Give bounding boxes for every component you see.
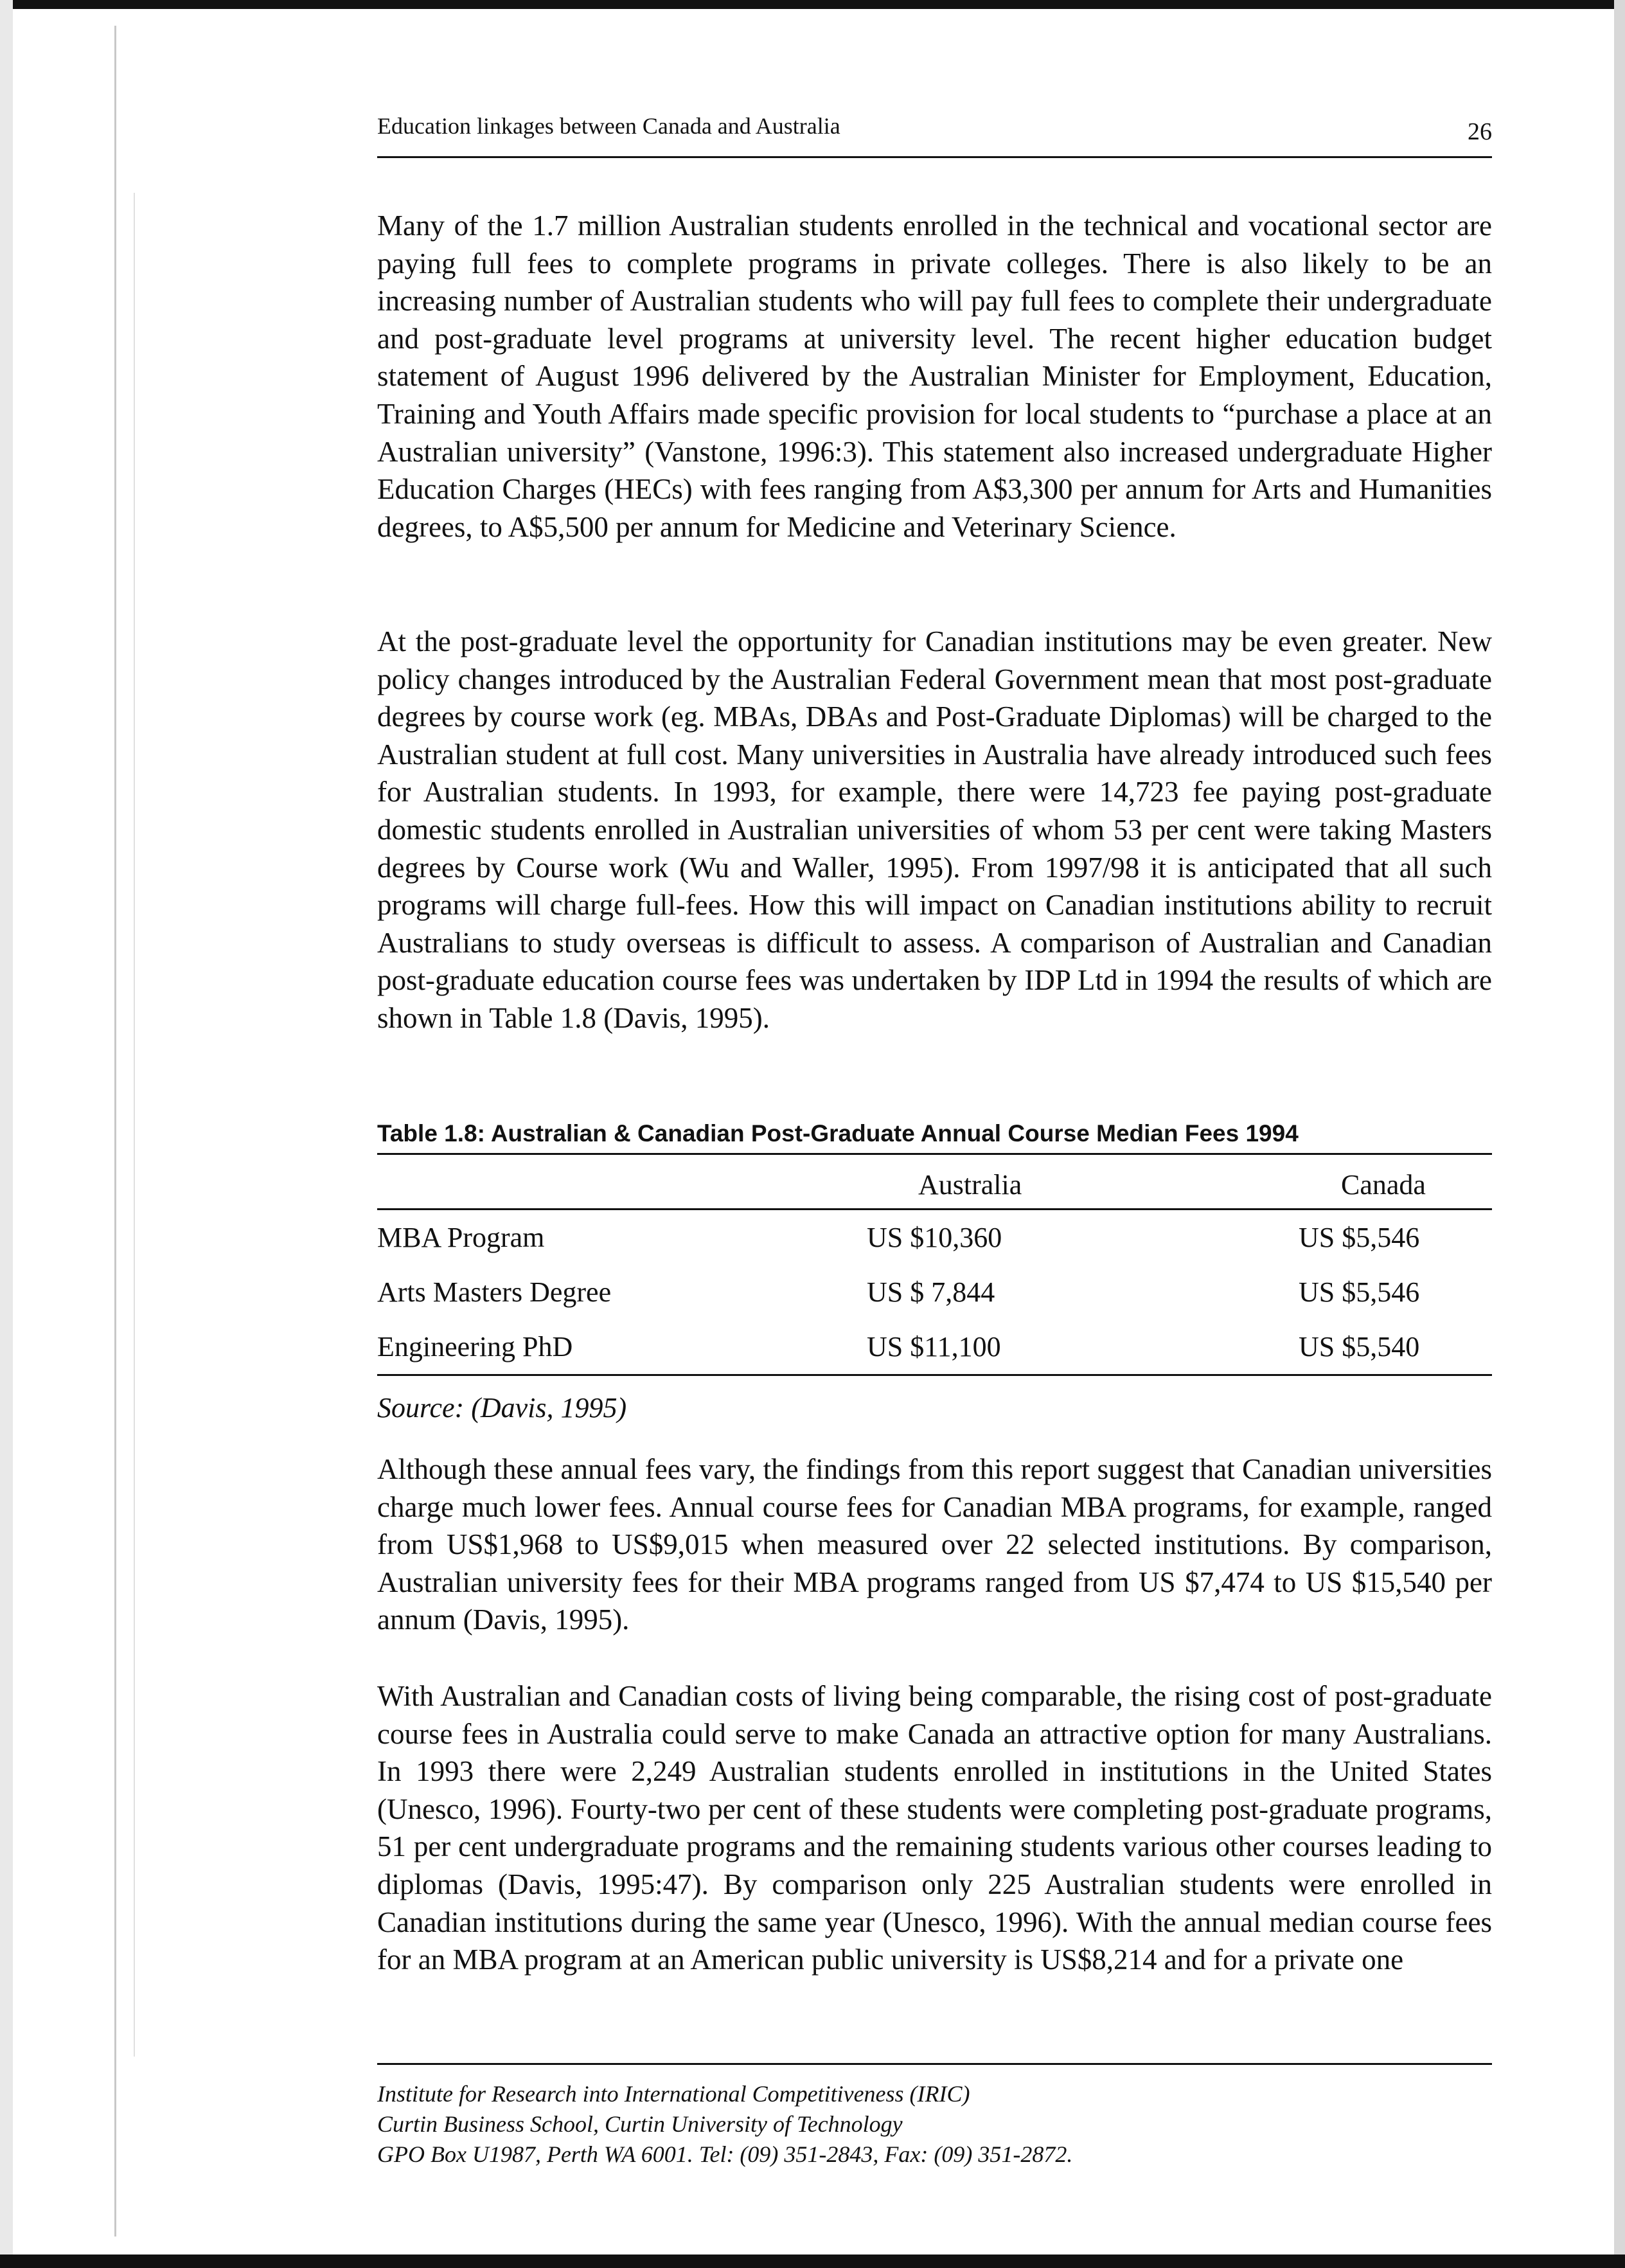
- table-cell-program: Arts Masters Degree: [377, 1276, 612, 1308]
- fees-table: [377, 1161, 1492, 1376]
- table-cell-program: Engineering PhD: [377, 1319, 859, 1375]
- paragraph-4: With Australian and Canadian costs of living being comparable, the rising cost of post-graduate course fees in Australia could serve to make Canada an attractive option for many Australians. In 1993 there were 2,249 Australian students enrolled in institutions in the United States (Unesco, 1996). Fourty-two per cent of these students were completing post-graduate programs, 51 per cent undergraduate programs and the remaining students various other courses leading to diplomas (Davis, 1995:47). By comparison only 225 Australian students were enrolled in Canadian institutions during the same year (Unesco, 1996). With the annual median course fees for an MBA program at an American public university is US$8,214 and for a private one: [377, 1680, 1492, 1976]
- page-number: 26: [1468, 118, 1492, 145]
- table-header-australia: Australia: [859, 1161, 1291, 1210]
- table-row: [377, 1319, 1492, 1375]
- scan-border-bottom: [0, 2255, 1625, 2268]
- table-header-canada: Canada: [1291, 1161, 1492, 1210]
- scan-artifact-line: [134, 193, 135, 2057]
- table-title: Table 1.8: Australian & Canadian Post-Graduate Annual Course Median Fees 1994: [377, 1114, 1492, 1155]
- page-footer: [377, 2063, 1492, 2170]
- table-row: [377, 1265, 1492, 1319]
- table-header-cell: [377, 1161, 859, 1210]
- header-title: Education linkages between Canada and Australia: [377, 113, 840, 139]
- scan-border-top: [0, 0, 1625, 9]
- table-row: [377, 1210, 1492, 1265]
- table-cell-australia: US $11,100: [859, 1319, 1291, 1375]
- paragraph-1: Many of the 1.7 million Australian students enrolled in the technical and vocational sector are paying full fees to complete programs in private colleges. There is also likely to be an increasing number of Australian students who will pay full fees to complete their undergraduate and post-graduate level programs at university level. The recent higher education budget statement of August 1996 delivered by the Australian Minister for Employment, Education, Training and Youth Affairs made specific provision for local students to “purchase a place at an Australian university” (Vanstone, 1996:3). This statement also increased undergraduate Higher Education Charges (HECs) with fees ranging from A$3,300 per annum for Arts and Humanities degrees, to A$5,500 per annum for Medicine and Veterinary Science.: [377, 210, 1492, 543]
- scan-border-right: [1614, 0, 1625, 2268]
- table-cell-program: MBA Program: [377, 1222, 545, 1253]
- paragraph-3: Although these annual fees vary, the findings from this report suggest that Canadian universities charge much lower fees. Annual course fees for Canadian MBA programs, for example, ranged from US$1,968 to US$9,015 when measured over 22 selected institutions. By comparison, Australian university fees for their MBA programs ranged from US $7,474 to US $15,540 per annum (Davis, 1995).: [377, 1453, 1492, 1636]
- table-header-row: [377, 1161, 1492, 1210]
- table-cell-australia: US $10,360: [867, 1222, 1002, 1253]
- footer-school: Curtin Business School, Curtin University of Technology: [377, 2111, 903, 2137]
- table-cell-australia: US $ 7,844: [867, 1276, 995, 1308]
- footer-institute: Institute for Research into International Competitiveness (IRIC): [377, 2081, 970, 2107]
- paragraph-2: At the post-graduate level the opportunity for Canadian institutions may be even greater. New policy changes introduced by the Australian Federal Government mean that most post-graduate degrees by course work (eg. MBAs, DBAs and Post-Graduate Diplomas) will be charged to the Australian student at full cost. Many universities in Australia have already introduced such fees for Australian students. In 1993, for example, there were 14,723 fee paying post-graduate domestic students enrolled in Australian universities of whom 53 per cent were taking Masters degrees by Course work (Wu and Waller, 1995). From 1997/98 it is anticipated that all such programs will charge full-fees. How this will impact on Canadian institutions ability to recruit Australians to study overseas is difficult to assess. A comparison of Australian and Canadian post-graduate education course fees was undertaken by IDP Ltd in 1994 the results of which are shown in Table 1.8 (Davis, 1995).: [377, 625, 1492, 1034]
- table-cell-canada: US $5,540: [1291, 1319, 1492, 1375]
- table-cell-canada: US $5,546: [1299, 1276, 1420, 1308]
- table-cell-canada: US $5,546: [1299, 1222, 1420, 1253]
- scan-border-left: [0, 0, 13, 2268]
- scan-artifact-line: [114, 26, 116, 2237]
- running-header: [377, 105, 1492, 158]
- footer-address: GPO Box U1987, Perth WA 6001. Tel: (09) 351-2843, Fax: (09) 351-2872.: [377, 2141, 1073, 2167]
- table-source: Source: (Davis, 1995): [377, 1392, 627, 1424]
